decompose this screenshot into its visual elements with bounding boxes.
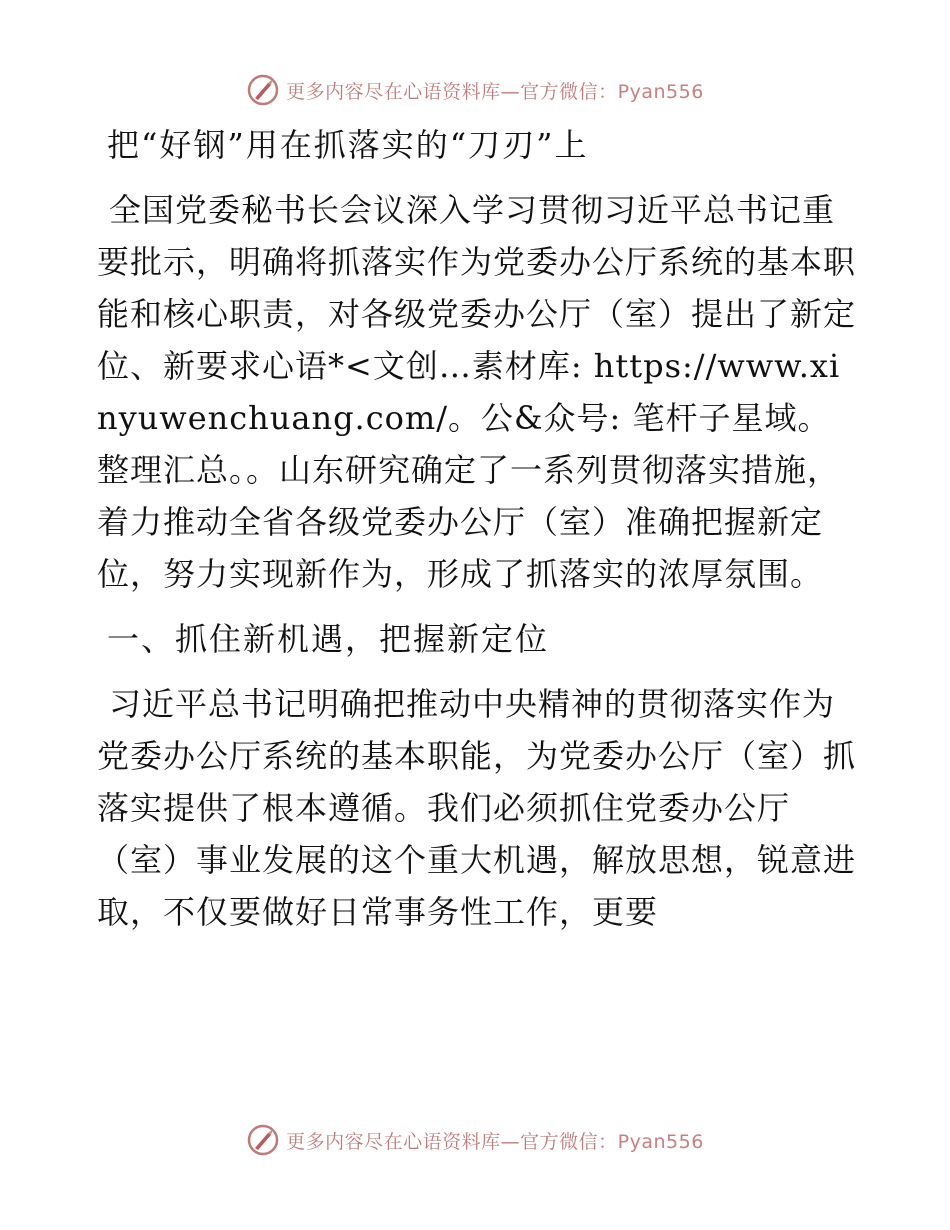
quill-logo-icon <box>246 73 280 107</box>
intro-paragraph: 全国党委秘书长会议深入学习贯彻习近平总书记重要批示，明确将抓落实作为党委办公厅系统的基本职能和核心职责，对各级党委办公厅（室）提出了新定位、新要求心语*<文创…素材库: https://www.xinyuwenchuang.com/。公&众号: 笔杆子星域。整理汇总。。山东研究确定了一系列贯彻落实措施，着力推动全省各级党委办公厅（室）准确把握新定位，努力实现新作为，形成了抓落实的浓厚氛围。 <box>97 191 857 593</box>
watermark-banner-bottom <box>0 1120 950 1160</box>
document-body <box>97 122 857 954</box>
quill-logo-icon <box>246 1123 280 1157</box>
watermark-wechat-id: Pyan556 <box>617 1130 704 1153</box>
watermark-text: 更多内容尽在心语资料库—官方微信：Pyan556 <box>286 1130 704 1153</box>
watermark-wechat-id: Pyan556 <box>617 80 704 103</box>
section-paragraph: 习近平总书记明确把推动中央精神的贯彻落实作为党委办公厅系统的基本职能，为党委办公厅（室）抓落实提供了根本遵循。我们必须抓住党委办公厅（室）事业发展的这个重大机遇，解放思想，锐意进取，不仅要做好日常事务性工作，更要 <box>97 685 857 931</box>
watermark-banner-top <box>0 70 950 110</box>
document-title: 把“好钢”用在抓落实的“刀刃”上 <box>107 126 589 164</box>
section-heading: 一、抓住新机遇，把握新定位 <box>107 620 550 658</box>
watermark-text: 更多内容尽在心语资料库—官方微信：Pyan556 <box>286 80 704 103</box>
